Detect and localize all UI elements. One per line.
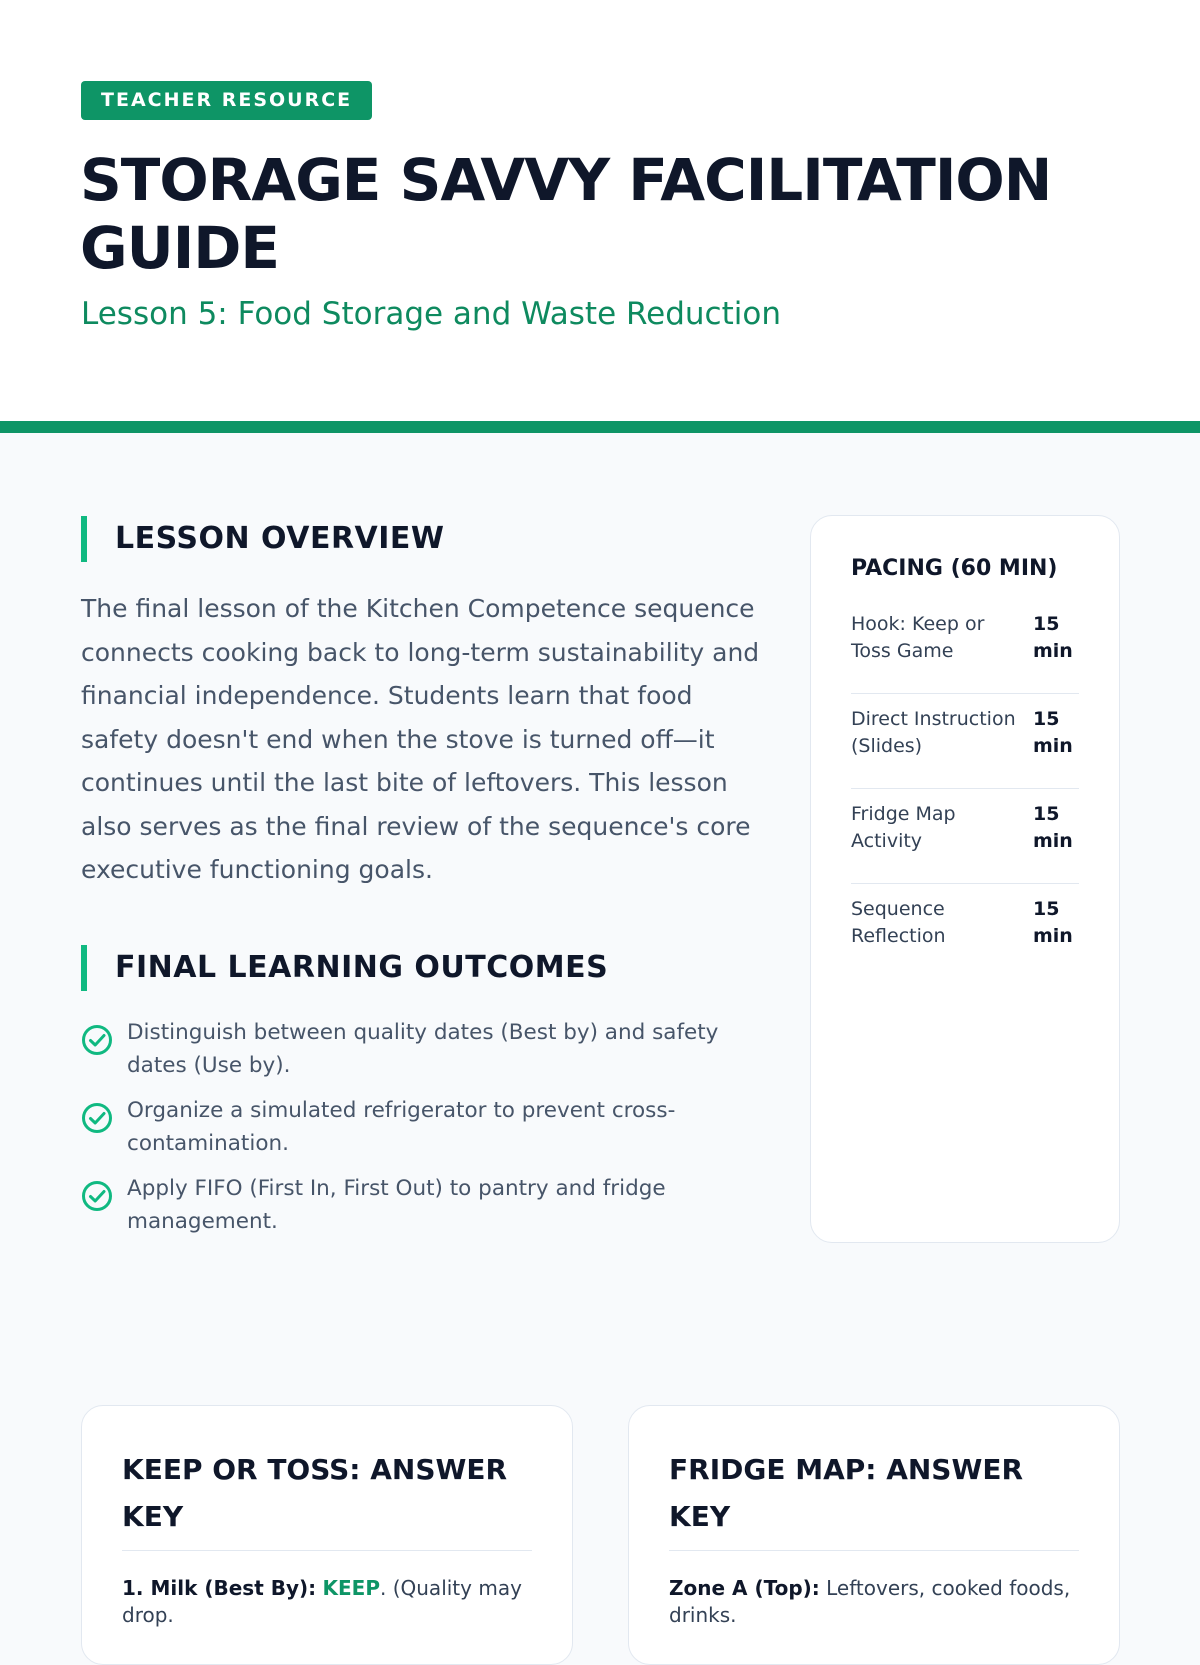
pacing-time: 15 min bbox=[1033, 708, 1073, 757]
outcome-text: Organize a simulated refrigerator to prevent cross-contamination. bbox=[127, 1098, 676, 1156]
pacing-card bbox=[810, 515, 1120, 1243]
header-accent-bar bbox=[0, 421, 1200, 433]
outcomes-list bbox=[81, 1016, 761, 1250]
pacing-time: 15 min bbox=[1033, 613, 1073, 662]
outcome-item bbox=[81, 1094, 761, 1160]
document-title: STORAGE SAVVY FACILITATION GUIDE bbox=[80, 146, 1052, 282]
pacing-row bbox=[851, 694, 1079, 789]
outcome-text: Apply FIFO (First In, First Out) to pantry and fridge management. bbox=[127, 1176, 666, 1234]
pacing-time: 15 min bbox=[1033, 898, 1073, 947]
check-circle-icon bbox=[81, 1024, 113, 1056]
outcomes-heading: FINAL LEARNING OUTCOMES bbox=[81, 945, 608, 991]
keep-toss-item-note: . (Quality may drop. bbox=[122, 1576, 522, 1627]
resource-badge: TEACHER RESOURCE bbox=[81, 81, 372, 120]
pacing-row bbox=[851, 789, 1079, 884]
keep-toss-answer-key-card bbox=[81, 1405, 573, 1665]
pacing-row bbox=[851, 884, 1079, 979]
check-circle-icon bbox=[81, 1102, 113, 1134]
keep-verdict: KEEP bbox=[322, 1576, 380, 1600]
zone-a-label: Zone A (Top): bbox=[669, 1576, 820, 1600]
fridge-map-answer-key-card bbox=[628, 1405, 1120, 1665]
pacing-activity: Sequence Reflection bbox=[851, 898, 946, 947]
document-subtitle: Lesson 5: Food Storage and Waste Reduction bbox=[81, 296, 781, 332]
check-circle-icon bbox=[81, 1180, 113, 1212]
zone-a-text: Leftovers, cooked foods, drinks. bbox=[669, 1576, 1071, 1627]
pacing-activity: Hook: Keep or Toss Game bbox=[851, 613, 985, 662]
pacing-activity: Fridge Map Activity bbox=[851, 803, 956, 852]
fridge-zone-a bbox=[669, 1575, 1079, 1629]
document-header bbox=[0, 0, 1200, 421]
pacing-title: PACING (60 MIN) bbox=[851, 556, 1058, 581]
keep-toss-title: KEEP OR TOSS: ANSWER KEY bbox=[122, 1446, 532, 1551]
outcome-item bbox=[81, 1016, 761, 1082]
pacing-activity: Direct Instruction (Slides) bbox=[851, 708, 1016, 757]
overview-heading: LESSON OVERVIEW bbox=[81, 516, 445, 562]
fridge-map-title: FRIDGE MAP: ANSWER KEY bbox=[669, 1446, 1079, 1551]
pacing-time: 15 min bbox=[1033, 803, 1073, 852]
outcome-item bbox=[81, 1172, 761, 1238]
outcome-text: Distinguish between quality dates (Best by) and safety dates (Use by). bbox=[127, 1020, 719, 1078]
keep-toss-item-label: 1. Milk (Best By): bbox=[122, 1576, 317, 1600]
overview-body: The final lesson of the Kitchen Competence sequence connects cooking back to long-term sustainability and financial independence. Students learn that food safety doesn't end when the stove is turned off—it continues until the last bite of leftovers. This lesson also serves as the final review of the sequence's core executive functioning goals. bbox=[81, 594, 760, 884]
pacing-row bbox=[851, 599, 1079, 694]
keep-toss-item bbox=[122, 1575, 532, 1629]
